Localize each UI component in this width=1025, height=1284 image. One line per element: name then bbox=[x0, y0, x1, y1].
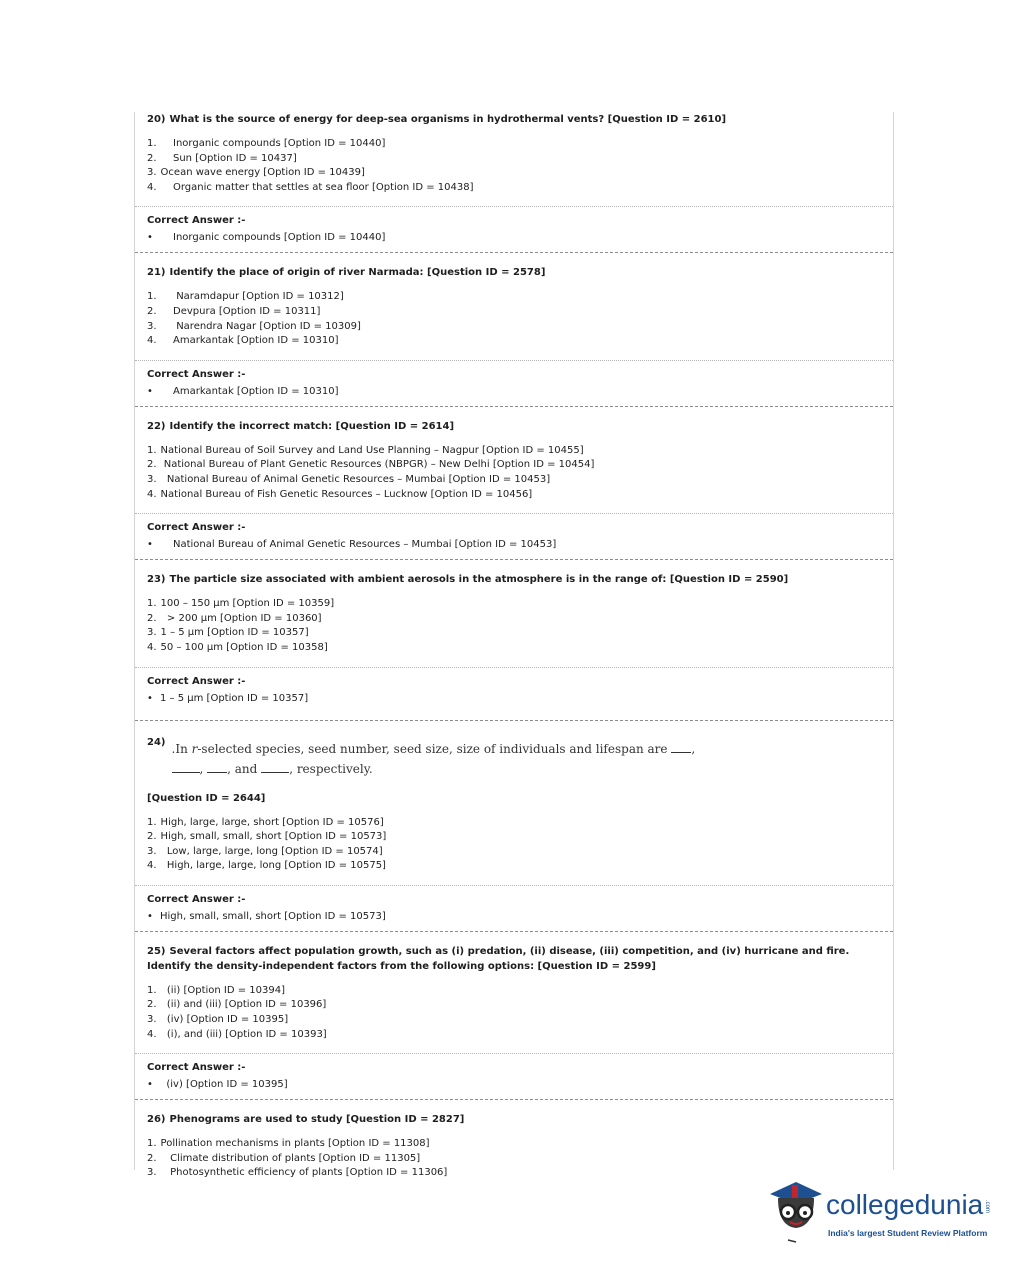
option-list bbox=[147, 597, 893, 655]
question-title: 23) The particle size associated with ambient aerosols in the atmosphere is in the range of: [Question ID = 2590] bbox=[147, 574, 789, 586]
divider bbox=[135, 720, 893, 721]
question-title: 20) What is the source of energy for deep-sea organisms in hydrothermal vents? [Question ID = 2610] bbox=[147, 114, 727, 125]
answer-value: • (iv) [Option ID = 10395] bbox=[147, 1079, 288, 1091]
option-item: 3. 1 – 5 µm [Option ID = 10357] bbox=[147, 627, 309, 639]
question-title: 25) Several factors affect population growth, such as (i) predation, (ii) disease, (iii) competition, and (iv) hurricane and fire. Identify the density-independent factors from the following options: [Question ID = 2599] bbox=[147, 945, 850, 972]
option-item: 1. High, large, large, short [Option ID = 10576] bbox=[147, 816, 384, 828]
question-21 bbox=[135, 265, 893, 348]
option-item: 2. Climate distribution of plants [Option ID = 11305] bbox=[147, 1152, 421, 1164]
option-list bbox=[147, 290, 893, 348]
brand-suffix: .com bbox=[984, 1200, 990, 1214]
correct-answer bbox=[135, 668, 893, 706]
option-item: 2. Devpura [Option ID = 10311] bbox=[147, 305, 321, 317]
option-list bbox=[147, 816, 893, 874]
option-item: 4. High, large, large, long [Option ID = 10575] bbox=[147, 860, 386, 872]
answer-value: • Amarkantak [Option ID = 10310] bbox=[147, 385, 339, 397]
answer-label: Correct Answer :- bbox=[147, 1062, 246, 1074]
option-item: 4. (i), and (iii) [Option ID = 10393] bbox=[147, 1028, 327, 1040]
option-item: 4. 50 – 100 µm [Option ID = 10358] bbox=[147, 641, 328, 653]
option-item: 2. National Bureau of Plant Genetic Resources (NBPGR) – New Delhi [Option ID = 10454] bbox=[147, 459, 595, 471]
question-id: [Question ID = 2644] bbox=[147, 792, 266, 804]
option-item: 3. Low, large, large, long [Option ID = 10574] bbox=[147, 845, 383, 857]
brand-name: collegedunia bbox=[826, 1189, 984, 1220]
question-26 bbox=[135, 1112, 893, 1181]
option-list bbox=[147, 1137, 893, 1181]
question-23 bbox=[135, 572, 893, 655]
option-item: 2. > 200 µm [Option ID = 10360] bbox=[147, 612, 322, 624]
option-list bbox=[147, 444, 893, 502]
correct-answer bbox=[135, 361, 893, 399]
answer-label: Correct Answer :- bbox=[147, 522, 246, 534]
answer-value: • Inorganic compounds [Option ID = 10440] bbox=[147, 232, 386, 244]
option-item: 1. National Bureau of Soil Survey and Land Use Planning – Nagpur [Option ID = 10455] bbox=[147, 444, 584, 456]
question-title: 22) Identify the incorrect match: [Question ID = 2614] bbox=[147, 420, 455, 432]
option-item: 3. (iv) [Option ID = 10395] bbox=[147, 1014, 289, 1026]
correct-answer bbox=[135, 886, 893, 924]
correct-answer bbox=[135, 1054, 893, 1092]
option-item: 1. Naramdapur [Option ID = 10312] bbox=[147, 291, 344, 303]
answer-label: Correct Answer :- bbox=[147, 675, 246, 687]
option-item: 2. (ii) and (iii) [Option ID = 10396] bbox=[147, 999, 327, 1011]
question-title: 21) Identify the place of origin of river Narmada: [Question ID = 2578] bbox=[147, 267, 546, 279]
option-item: 2. High, small, small, short [Option ID = 10573] bbox=[147, 831, 387, 843]
option-item: 3. Narendra Nagar [Option ID = 10309] bbox=[147, 320, 361, 332]
answer-value: • National Bureau of Animal Genetic Resources – Mumbai [Option ID = 10453] bbox=[147, 539, 557, 551]
answer-label: Correct Answer :- bbox=[147, 368, 246, 380]
question-20 bbox=[135, 112, 893, 195]
question-25 bbox=[135, 944, 893, 1042]
question-paper bbox=[134, 112, 894, 1179]
option-item: 4. Organic matter that settles at sea floor [Option ID = 10438] bbox=[147, 181, 474, 193]
option-item: 3. National Bureau of Animal Genetic Resources – Mumbai [Option ID = 10453] bbox=[147, 473, 551, 485]
correct-answer bbox=[135, 207, 893, 245]
answer-value: • 1 – 5 µm [Option ID = 10357] bbox=[147, 692, 309, 704]
option-item: 4. National Bureau of Fish Genetic Resources – Lucknow [Option ID = 10456] bbox=[147, 488, 533, 500]
question-24 bbox=[135, 735, 893, 874]
question-title: 26) Phenograms are used to study [Question ID = 2827] bbox=[147, 1114, 465, 1126]
option-item: 1. Inorganic compounds [Option ID = 10440] bbox=[147, 138, 386, 149]
option-item: 1. (ii) [Option ID = 10394] bbox=[147, 984, 285, 996]
brand-tagline: India's largest Student Review Platform bbox=[828, 1228, 988, 1238]
answer-label: Correct Answer :- bbox=[147, 893, 246, 905]
option-item: 3. Photosynthetic efficiency of plants [Option ID = 11306] bbox=[147, 1167, 448, 1179]
answer-label: Correct Answer :- bbox=[147, 215, 246, 227]
option-item: 4. Amarkantak [Option ID = 10310] bbox=[147, 335, 339, 347]
option-item: 1. 100 – 150 µm [Option ID = 10359] bbox=[147, 598, 335, 610]
collegedunia-logo-icon bbox=[768, 1178, 828, 1250]
answer-value: • High, small, small, short [Option ID = 10573] bbox=[147, 910, 386, 922]
question-text-image: .In r-selected species, seed number, seed size, size of individuals and lifespan are , , , and , respectively. bbox=[171, 741, 696, 776]
correct-answer bbox=[135, 514, 893, 552]
question-number: 24) bbox=[147, 736, 166, 748]
option-item: 1. Pollination mechanisms in plants [Option ID = 11308] bbox=[147, 1138, 430, 1150]
option-list bbox=[147, 137, 893, 195]
option-item: 2. Sun [Option ID = 10437] bbox=[147, 152, 297, 164]
question-22 bbox=[135, 419, 893, 502]
option-list bbox=[147, 984, 893, 1042]
option-item: 3. Ocean wave energy [Option ID = 10439] bbox=[147, 167, 365, 179]
